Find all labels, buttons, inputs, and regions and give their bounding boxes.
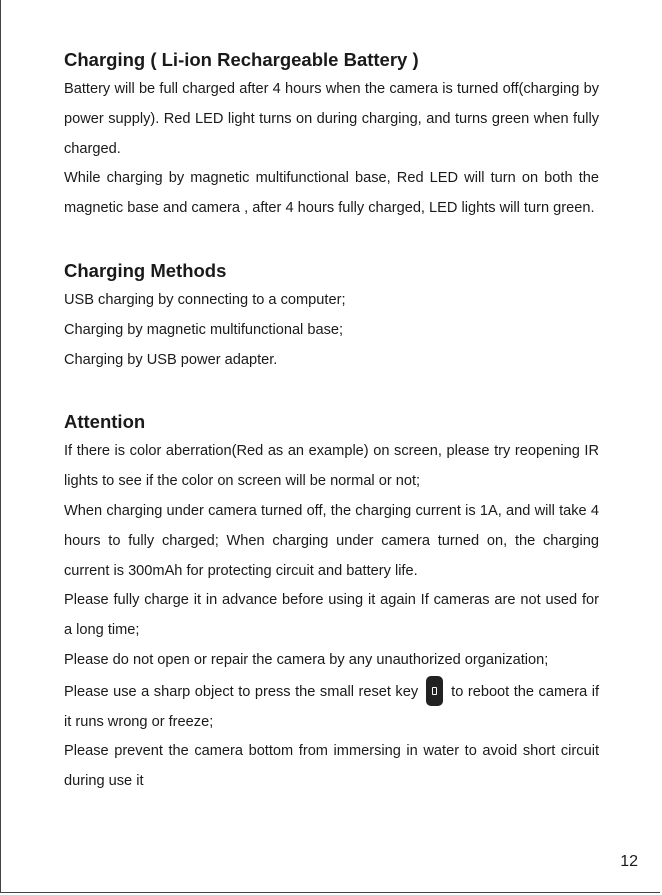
page-number: 12 bbox=[620, 853, 638, 870]
paragraph: Battery will be full charged after 4 hours when the camera is turned off(charging by power supply). Red LED light turns on during charging, and turns green when fully charged. bbox=[64, 81, 599, 157]
section-charging bbox=[64, 45, 599, 224]
paragraph: Please do not open or repair the camera by any unauthorized organization; bbox=[64, 651, 549, 668]
reset-text-after: to reboot the camera if it runs wrong or freeze; bbox=[64, 683, 599, 730]
reset-paragraph bbox=[64, 676, 599, 738]
list-item: USB charging by connecting to a computer; bbox=[64, 291, 346, 308]
section-heading-charging: Charging ( Li-ion Rechargeable Battery ) bbox=[64, 49, 419, 70]
list-item: Charging by magnetic multifunctional base; bbox=[64, 321, 344, 338]
reset-key-icon bbox=[426, 676, 443, 706]
section-heading-attention: Attention bbox=[64, 411, 146, 433]
paragraph: If there is color aberration(Red as an example) on screen, please try reopening IR lights to see if the color on screen will be normal or not; bbox=[64, 443, 599, 490]
paragraph: Please fully charge it in advance before using it again If cameras are not used for a long time; bbox=[64, 592, 599, 639]
reset-text-before: Please use a sharp object to press the small reset key bbox=[64, 683, 419, 700]
list-item: Charging by USB power adapter. bbox=[64, 351, 278, 368]
section-charging-methods bbox=[64, 256, 599, 375]
page-content bbox=[64, 45, 599, 797]
section-heading-charging-methods: Charging Methods bbox=[64, 259, 227, 281]
paragraph: When charging under camera turned off, the charging current is 1A, and will take 4 hours to fully charged; When charging under camera turned on, the charging current is 300mAh for protecting circuit and battery life. bbox=[64, 502, 599, 579]
paragraph: Please prevent the camera bottom from immersing in water to avoid short circuit during use it bbox=[64, 743, 599, 790]
paragraph: While charging by magnetic multifunctional base, Red LED will turn on both the magnetic base and camera , after 4 hours fully charged, LED lights will turn green. bbox=[64, 170, 599, 217]
section-attention bbox=[64, 407, 599, 797]
